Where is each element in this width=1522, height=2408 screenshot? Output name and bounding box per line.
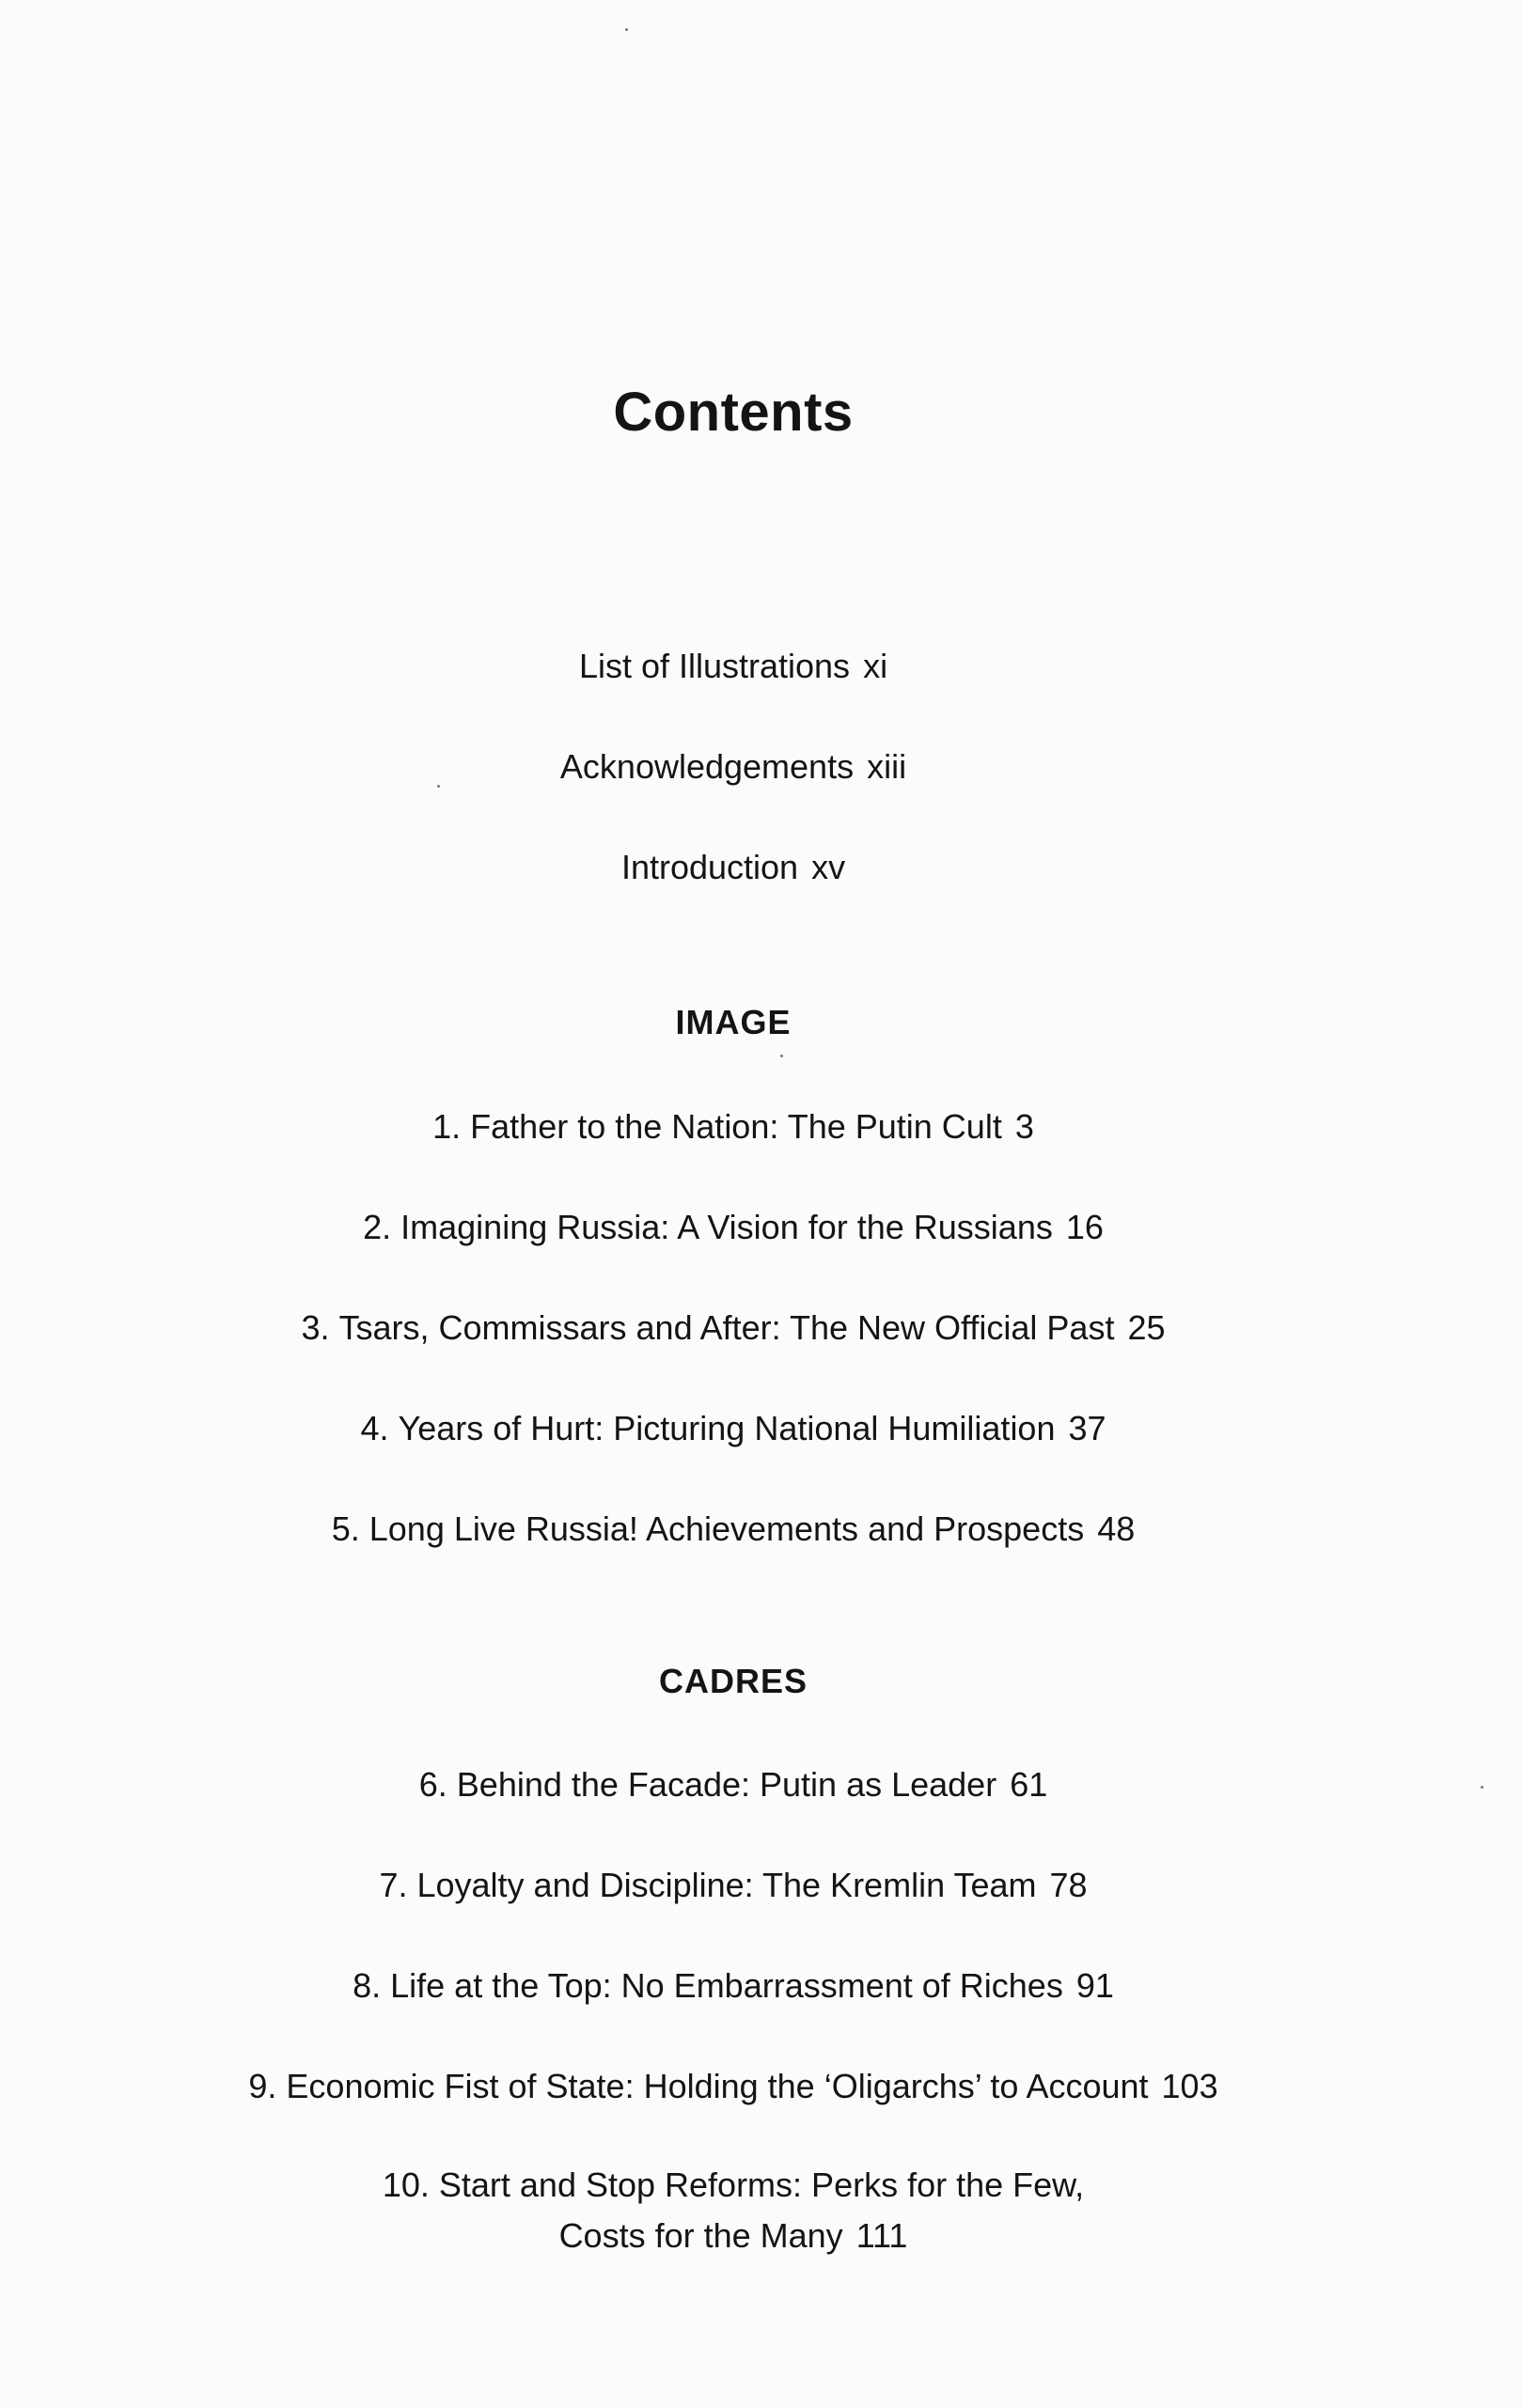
chapter-title: Loyalty and Discipline: The Kremlin Team [416, 1866, 1037, 1904]
toc-chapter-6[interactable] [0, 1759, 1467, 1810]
chapter-page: 37 [1068, 1409, 1106, 1447]
toc-entry-label: List of Illustrations [578, 647, 851, 685]
chapter-number: 8. [353, 1966, 382, 2005]
chapter-page: 78 [1049, 1866, 1088, 1904]
chapter-title: Life at the Top: No Embarrassment of Riches [390, 1966, 1063, 2005]
chapter-page: 16 [1065, 1208, 1104, 1246]
chapter-title: Behind the Facade: Putin as Leader [456, 1765, 997, 1804]
chapter-page: 48 [1097, 1509, 1136, 1548]
chapter-title-part-1: Start and Stop Reforms: Perks for the Few, [438, 2166, 1085, 2204]
toc-chapter-10[interactable] [0, 2160, 1467, 2261]
chapter-number: 6. [418, 1765, 447, 1804]
scan-speck [1481, 1786, 1483, 1789]
chapter-title-part-2: Costs for the Many [558, 2216, 843, 2255]
toc-chapter-4[interactable] [0, 1403, 1467, 1454]
chapter-number: 3. [301, 1308, 330, 1347]
chapter-page: 25 [1127, 1308, 1166, 1347]
toc-chapter-3[interactable] [0, 1303, 1467, 1353]
scan-speck [625, 28, 628, 31]
toc-chapter-7[interactable] [0, 1860, 1467, 1911]
chapter-title: Long Live Russia! Achievements and Prospects [369, 1509, 1085, 1548]
toc-entry-page: xi [863, 647, 888, 685]
chapter-number: 2. [363, 1208, 392, 1246]
chapter-number: 1. [432, 1107, 462, 1146]
chapter-page: 61 [1010, 1765, 1048, 1804]
toc-entry-list-of-illustrations[interactable] [0, 641, 1467, 692]
chapter-title-line-2 [0, 2211, 1467, 2261]
part-heading-image: IMAGE [675, 1003, 792, 1041]
toc-entry-acknowledgements[interactable] [0, 742, 1467, 792]
toc-entry-label: Introduction [620, 848, 799, 886]
chapter-title: Father to the Nation: The Putin Cult [470, 1107, 1002, 1146]
chapter-page: 91 [1075, 1966, 1114, 2005]
toc-chapter-2[interactable] [0, 1202, 1467, 1253]
toc-entry-introduction[interactable] [0, 842, 1467, 893]
toc-chapter-5[interactable] [0, 1504, 1467, 1555]
chapter-number: 10. [382, 2166, 430, 2204]
chapter-title: Imagining Russia: A Vision for the Russians [400, 1208, 1053, 1246]
page-title: Contents [613, 382, 854, 443]
chapter-number: 9. [248, 2067, 277, 2105]
chapter-page: 103 [1161, 2067, 1218, 2105]
chapter-number: 4. [360, 1409, 389, 1447]
chapter-number: 5. [331, 1509, 360, 1548]
scan-speck [437, 785, 440, 788]
chapter-page: 111 [855, 2216, 908, 2255]
chapter-title: Economic Fist of State: Holding the ‘Oligarchs’ to Account [286, 2067, 1149, 2105]
part-heading-cadres: CADRES [658, 1662, 808, 1700]
toc-chapter-1[interactable] [0, 1102, 1467, 1152]
toc-chapter-9[interactable] [0, 2061, 1467, 2112]
toc-entry-page: xiii [867, 747, 907, 786]
toc-chapter-8[interactable] [0, 1961, 1467, 2011]
chapter-page: 3 [1014, 1107, 1034, 1146]
chapter-title: Years of Hurt: Picturing National Humiliation [398, 1409, 1056, 1447]
chapter-title-line-1 [383, 2166, 1084, 2204]
toc-entry-label: Acknowledgements [559, 747, 855, 786]
scan-speck [780, 1055, 783, 1057]
chapter-title: Tsars, Commissars and After: The New Official Past [338, 1308, 1115, 1347]
toc-entry-page: xv [811, 848, 846, 886]
chapter-number: 7. [379, 1866, 408, 1904]
